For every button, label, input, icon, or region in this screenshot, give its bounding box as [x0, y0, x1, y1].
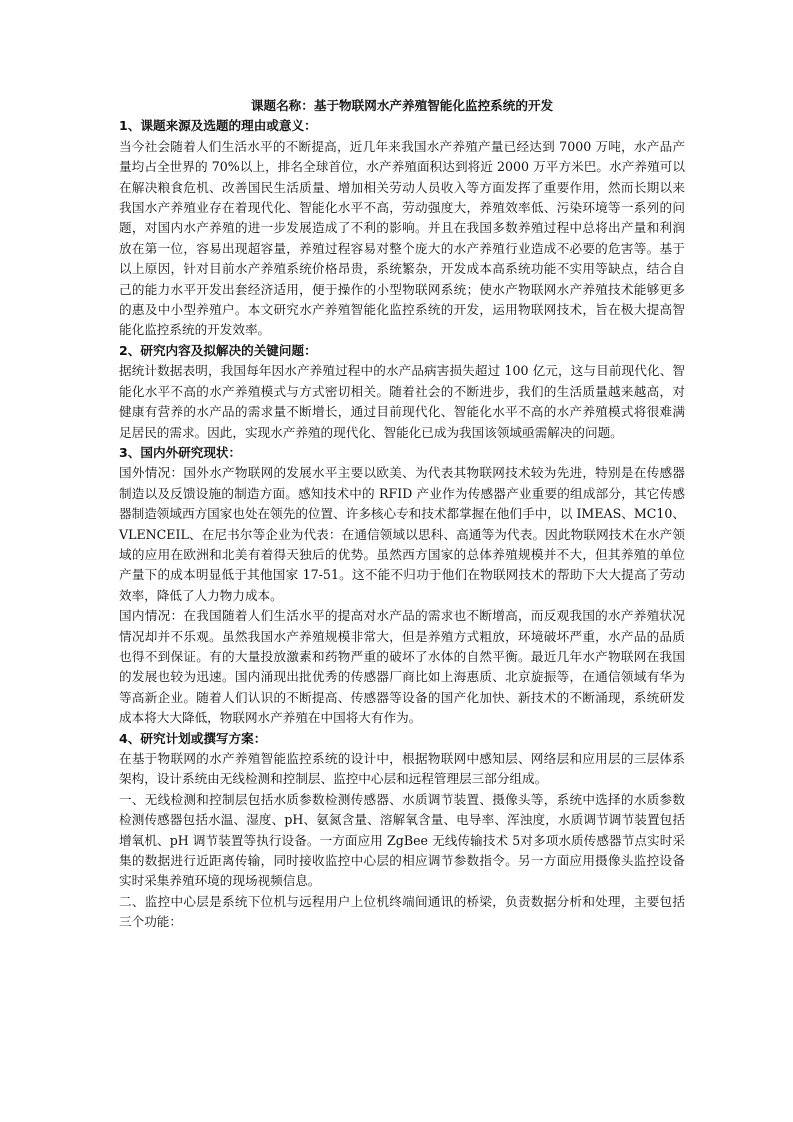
- section-heading-3: 3、国内外研究现状：: [119, 444, 242, 460]
- section-heading-2: 2、研究内容及拟解决的关键问题：: [119, 342, 317, 358]
- section-2-paragraph: 据统计数据表明，我国每年因水产养殖过程中的水产品病害损失超过 100 亿元，这与目前现代化、智能化水平不高的水产养殖模式与方式密切相关。随着社会的不断进步，我们的生活质量越来越高，对健康有营养的水产品的需求量不断增长，通过目前现代化、智能化水平不高的水产养殖模式将很难满足居民的需求。因此，实现水产养殖的现代化、智能化已成为我国该领域亟需解决的问题。: [119, 363, 685, 440]
- section-3-paragraph-foreign: 国外情况：国外水产物联网的发展水平主要以欧美、为代表其物联网技术较为先进，特别是在传感器制造以及反馈设施的制造方面。感知技术中的 RFID 产业作为传感器产业重要的组成部分，其它传感器制造领域西方国家也处在领先的位置、许多核心专和技术都掌握在他们手中，以 IMEAS、MC10、VLENCEIL、在尼书尔等企业为代表：在通信领域以思科、高通等为代表。因此物联网技术在水产领域的应用在欧洲和北美有着得天独后的优势。虽然西方国家的总体养殖规模并不大，但其养殖的单位产量下的成本明显低于其他国家 17-51。这不能不归功于他们在物联网技术的帮助下大大提高了劳动效率，降低了人力物力成本。: [119, 465, 685, 603]
- section-4-paragraph-layer-1: 一、无线检测和控制层包括水质参数检测传感器、水质调节装置、摄像头等，系统中选择的水质参数检测传感器包括水温、湿度、pH、氨氮含量、溶解氧含量、电导率、浑浊度，水质调节调节装置包括增氧机、pH 调节装置等执行设备。一方面应用 ZgBee 无线传输技术 5对多项水质传感器节点实时采集的数据进行近距离传输，同时接收监控中心层的相应调节参数指令。另一方面应用摄像头监控设备实时采集养殖环境的现场视频信息。: [119, 791, 685, 889]
- section-heading-1: 1、课题来源及选题的理由或意义：: [119, 118, 317, 134]
- section-heading-4: 4、研究计划或撰写方案：: [119, 730, 267, 746]
- section-4-paragraph-intro: 在基于物联网的水产养殖智能监控系统的设计中，根据物联网中感知层、网络层和应用层的三层体系架构，设计系统由无线检测和控制层、监控中心层和远程管理层三部分组成。: [119, 751, 685, 787]
- document-page: [119, 96, 685, 933]
- document-title: 课题名称：基于物联网水产养殖智能化监控系统的开发: [250, 98, 554, 113]
- section-1-paragraph: 当今社会随着人们生活水平的不断提高，近几年来我国水产养殖产量已经达到 7000 万吨，水产品产量均占全世界的 70%以上，排名全球首位，水产养殖面积达到将近 2000 万平方米巴。水产养殖可以在解决粮食危机、改善国民生活质量、增加相关劳动人员收入等方面发挥了重要作用，然而长期以来我国水产养殖业存在着现代化、智能化水平不高，劳动强度大，养殖效率低、污染环境等一系列的问题，对国内水产养殖的进一步发展造成了不利的影响。并且在我国多数养殖过程中总将出产量和利润放在第一位，容易出现超容量，养殖过程容易对整个庞大的水产养殖行业造成不必要的危害等。基于以上原因，针对目前水产养殖系统价格昂贵，系统繁杂，开发成本高系统功能不实用等缺点，结合自己的能力水平开发出套经济适用，便于操作的小型物联网系统；使水产物联网水产养殖技术能够更多的惠及中小型养殖户。本文研究水产养殖智能化监控系统的开发，运用物联网技术，旨在极大提高智能化监控系统的开发效率。: [119, 138, 685, 338]
- section-4-paragraph-layer-2: 二、监控中心层是系统下位机与远程用户上位机终端间通讯的桥梁，负责数据分析和处理，主要包括三个功能：: [119, 893, 685, 930]
- section-3-paragraph-domestic: 国内情况：在我国随着人们生活水平的提高对水产品的需求也不断增高，而反观我国的水产养殖状况情况却并不乐观。虽然我国水产养殖规模非常大，但是养殖方式粗放，环境破坏严重，水产品的品质也得不到保证。有的大量投放激素和药物严重的破坏了水体的自然平衡。最近几年水产物联网在我国的发展也较为迅速。国内涌现出批优秀的传感器厂商比如上海惠质、北京旋振等，在通信领域有华为等高新企业。随着人们认识的不断提高、传感器等设备的国产化加快、新技术的不断涌现，系统研发成本将大大降低，物联网水产养殖在中国将大有作为。: [119, 608, 685, 726]
